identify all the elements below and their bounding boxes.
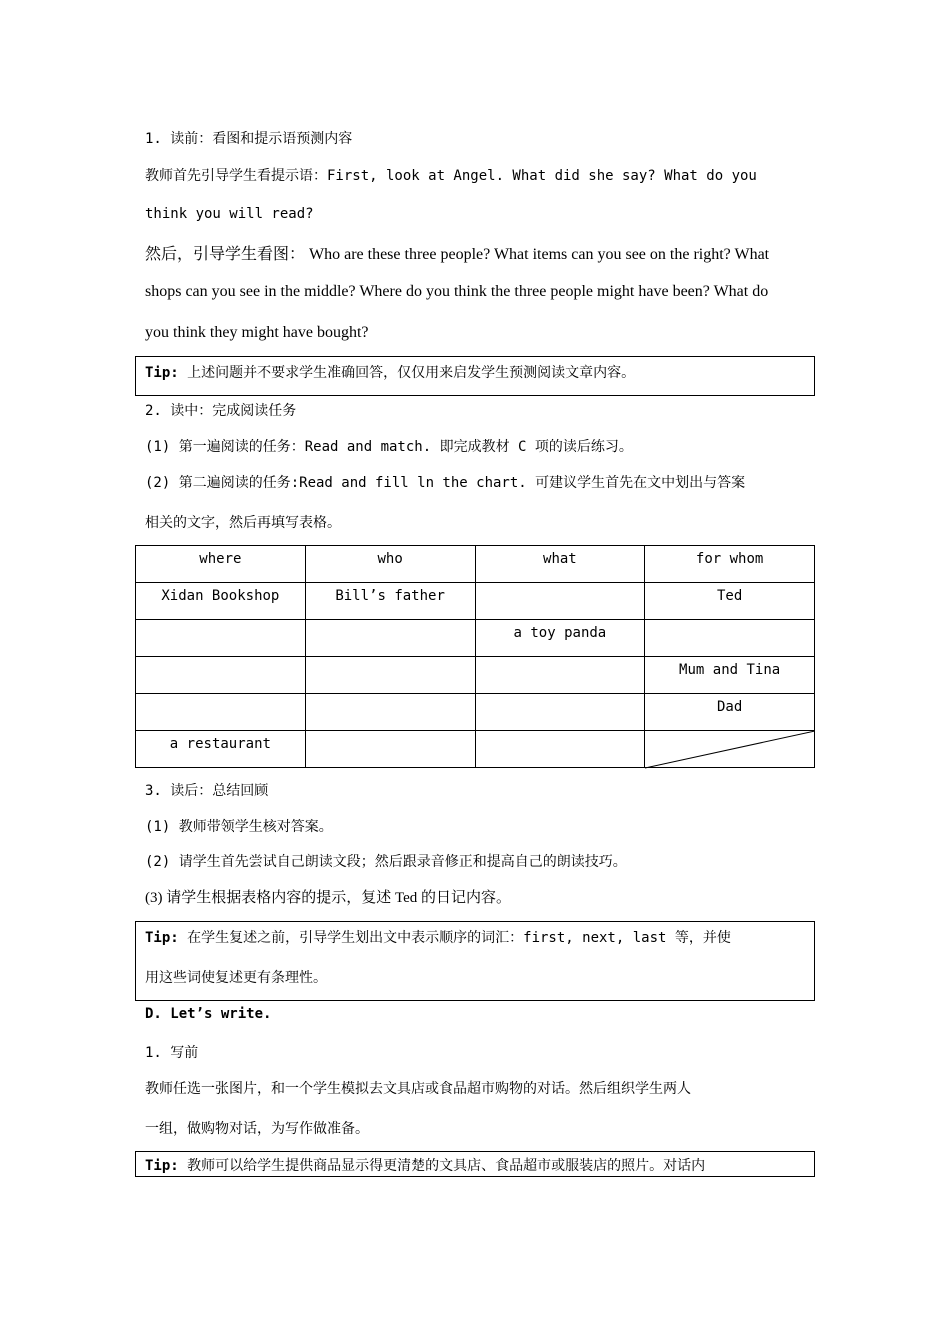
table-cell — [305, 620, 475, 657]
tip-label: Tip: — [145, 930, 179, 946]
table-header-cell: what — [475, 546, 645, 583]
post-reading-item-1: (1) 教师带领学生核对答案。 — [145, 819, 333, 835]
table-row — [136, 657, 815, 694]
table-cell: Ted — [645, 583, 815, 620]
writing-heading: 1. 写前 — [145, 1045, 199, 1061]
table-cell-diagonal — [645, 731, 815, 768]
while-reading-task-2a: (2) 第二遍阅读的任务:Read and fill ln the chart. 可建议学生首先在文中划出与答案 — [145, 475, 746, 491]
table-cell — [475, 657, 645, 694]
pre-reading-paragraph-1b: think you will read? — [145, 206, 314, 222]
post-reading-item-2: (2) 请学生首先尝试自己朗读文段；然后跟录音修正和提高自己的朗读技巧。 — [145, 854, 627, 870]
tip-text: 教师可以给学生提供商品显示得更清楚的文具店、食品超市或服装店的照片。对话内 — [178, 1158, 706, 1174]
while-reading-task-1: (1) 第一遍阅读的任务：Read and match. 即完成教材 C 项的读后练习。 — [145, 439, 633, 455]
table-row — [136, 583, 815, 620]
table-cell — [305, 731, 475, 768]
tip-text: 在学生复述之前，引导学生划出文中表示顺序的词汇：first, next, last 等，并使 — [178, 930, 731, 946]
tip-box-post-reading — [135, 921, 815, 1001]
writing-paragraph-1b: 一组，做购物对话，为写作做准备。 — [145, 1121, 369, 1137]
table-row — [136, 620, 815, 657]
pre-reading-heading: 1. 读前：看图和提示语预测内容 — [145, 131, 353, 147]
while-reading-heading: 2. 读中：完成阅读任务 — [145, 403, 297, 419]
table-cell — [136, 657, 306, 694]
table-cell: Mum and Tina — [645, 657, 815, 694]
table-cell — [305, 657, 475, 694]
section-title: D. Let’s write. — [145, 1006, 272, 1022]
pre-reading-paragraph-2c: you think they might have bought? — [145, 324, 369, 341]
table-row — [136, 694, 815, 731]
tip-text: 上述问题并不要求学生准确回答，仅仅用来启发学生预测阅读文章内容。 — [178, 365, 636, 381]
tip-text-continued: 用这些词使复述更有条理性。 — [145, 970, 327, 986]
table-cell: Xidan Bookshop — [136, 583, 306, 620]
tip-box-writing — [135, 1151, 815, 1177]
table-header-cell: who — [305, 546, 475, 583]
table-row — [136, 731, 815, 768]
tip-label: Tip: — [145, 365, 179, 381]
table-header-cell: where — [136, 546, 306, 583]
pre-reading-paragraph-2b: shops can you see in the middle? Where do you think the three people might have been? What do — [145, 283, 769, 300]
post-reading-item-3: (3) 请学生根据表格内容的提示，复述 Ted 的日记内容。 — [145, 890, 512, 906]
tip-box-pre-reading — [135, 356, 815, 396]
pre-reading-paragraph-1a: 教师首先引导学生看提示语：First, look at Angel. What did she say? What do you — [145, 168, 757, 184]
table-cell — [136, 620, 306, 657]
diagonal-line — [645, 731, 815, 769]
table-cell: a toy panda — [475, 620, 645, 657]
table-header-cell: for whom — [645, 546, 815, 583]
post-reading-heading: 3. 读后：总结回顾 — [145, 783, 269, 799]
table-cell: a restaurant — [136, 731, 306, 768]
table-cell: Bill’s father — [305, 583, 475, 620]
while-reading-task-2b: 相关的文字，然后再填写表格。 — [145, 515, 341, 531]
tip-label: Tip: — [145, 1158, 179, 1174]
table-header-row — [136, 546, 815, 583]
table-cell — [305, 694, 475, 731]
table-cell — [645, 620, 815, 657]
pre-reading-paragraph-2a: 然后，引导学生看图： Who are these three people? What items can you see on the right? What — [145, 246, 770, 263]
reading-chart-table — [135, 545, 815, 768]
writing-paragraph-1a: 教师任选一张图片，和一个学生模拟去文具店或食品超市购物的对话。然后组织学生两人 — [145, 1081, 691, 1097]
table-cell — [475, 583, 645, 620]
table-cell: Dad — [645, 694, 815, 731]
table-cell — [475, 694, 645, 731]
table-cell — [136, 694, 306, 731]
table-cell — [475, 731, 645, 768]
